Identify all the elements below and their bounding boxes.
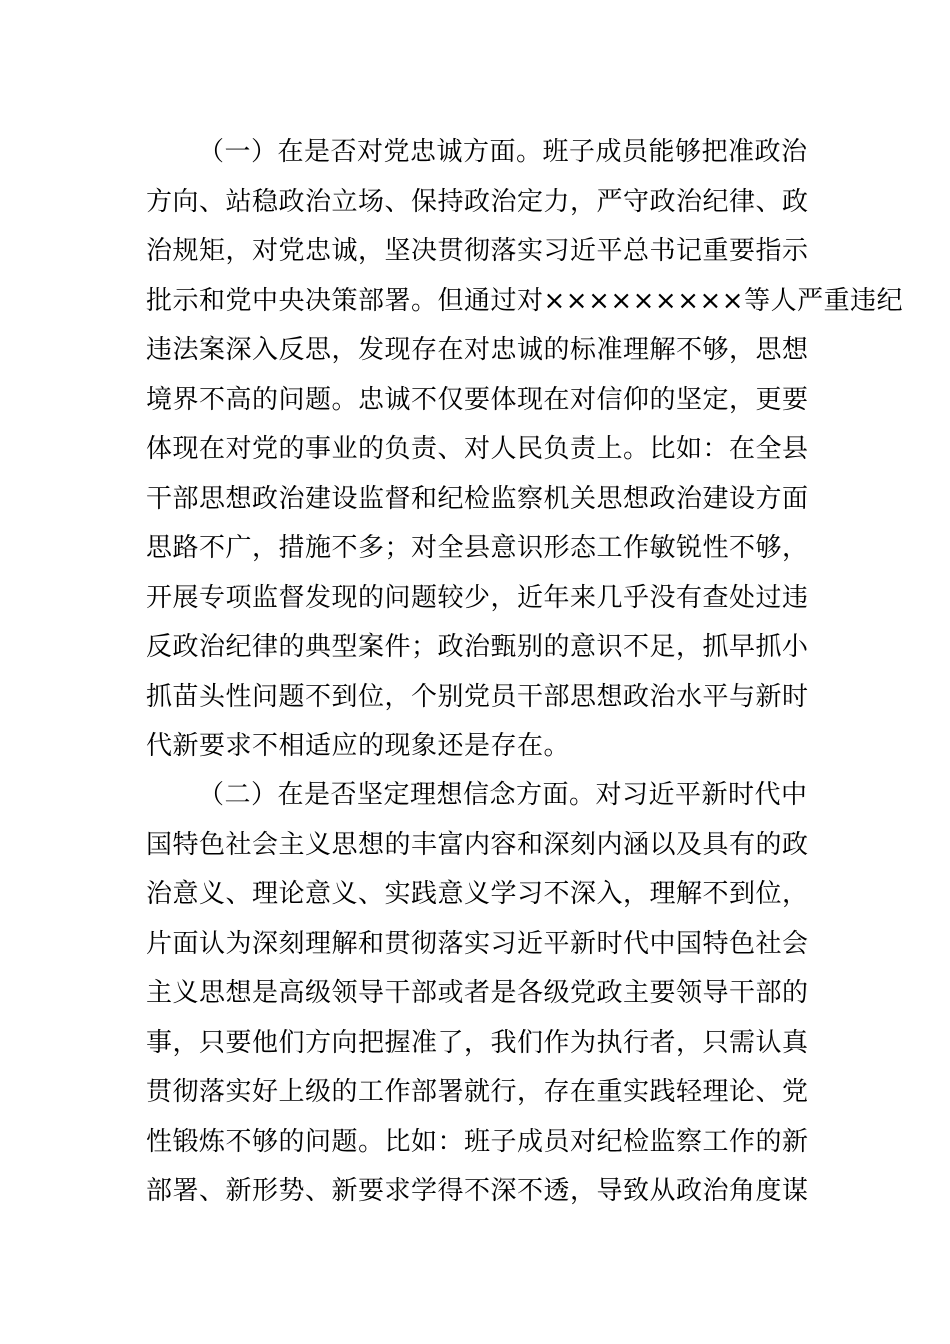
paragraph-line: 思路不广，措施不多；对全县意识形态工作敏锐性不够， <box>146 533 809 563</box>
paragraph-line: 国特色社会主义思想的丰富内容和深刻内涵以及具有的政 <box>146 829 809 860</box>
paragraph-line: 批示和党中央决策部署。但通过对×××××××××等人严重违纪 <box>146 285 904 316</box>
paragraph-section-2 <box>146 771 809 1217</box>
paragraph-line: 部署、新形势、新要求学得不深不透，导致从政治角度谋 <box>146 1176 809 1206</box>
paragraph-line: 事，只要他们方向把握准了，我们作为执行者，只需认真 <box>146 1027 809 1058</box>
paragraph-line: 违法案深入反思，发现存在对忠诚的标准理解不够，思想 <box>146 335 809 365</box>
paragraph-line: （一）在是否对党忠诚方面。班子成员能够把准政治 <box>198 137 808 167</box>
paragraph-line: 治意义、理论意义、实践意义学习不深入，理解不到位， <box>146 879 809 909</box>
paragraph-line: 方向、站稳政治立场、保持政治定力，严守政治纪律、政 <box>146 186 809 217</box>
paragraph-line: 反政治纪律的典型案件；政治甄别的意识不足，抓早抓小 <box>146 632 809 662</box>
paragraph-line: 片面认为深刻理解和贯彻落实习近平新时代中国特色社会 <box>146 928 809 959</box>
paragraph-line: （二）在是否坚定理想信念方面。对习近平新时代中 <box>198 780 808 810</box>
paragraph-line: 性锻炼不够的问题。比如：班子成员对纪检监察工作的新 <box>146 1126 809 1157</box>
paragraph-line: 主义思想是高级领导干部或者是各级党政主要领导干部的 <box>146 978 809 1008</box>
paragraph-line: 境界不高的问题。忠诚不仅要体现在对信仰的坚定，更要 <box>146 384 809 415</box>
paragraph-line: 治规矩，对党忠诚，坚决贯彻落实习近平总书记重要指示 <box>146 236 809 266</box>
paragraph-line: 抓苗头性问题不到位，个别党员干部思想政治水平与新时 <box>146 681 809 712</box>
paragraph-section-1 <box>146 128 904 772</box>
paragraph-line: 体现在对党的事业的负责、对人民负责上。比如：在全县 <box>146 434 809 464</box>
paragraph-line: 贯彻落实好上级的工作部署就行，存在重实践轻理论、党 <box>146 1077 809 1107</box>
paragraph-line: 开展专项监督发现的问题较少，近年来几乎没有查处过违 <box>146 582 809 613</box>
paragraph-line: 干部思想政治建设监督和纪检监察机关思想政治建设方面 <box>146 483 809 514</box>
paragraph-line: 代新要求不相适应的现象还是存在。 <box>146 731 571 761</box>
